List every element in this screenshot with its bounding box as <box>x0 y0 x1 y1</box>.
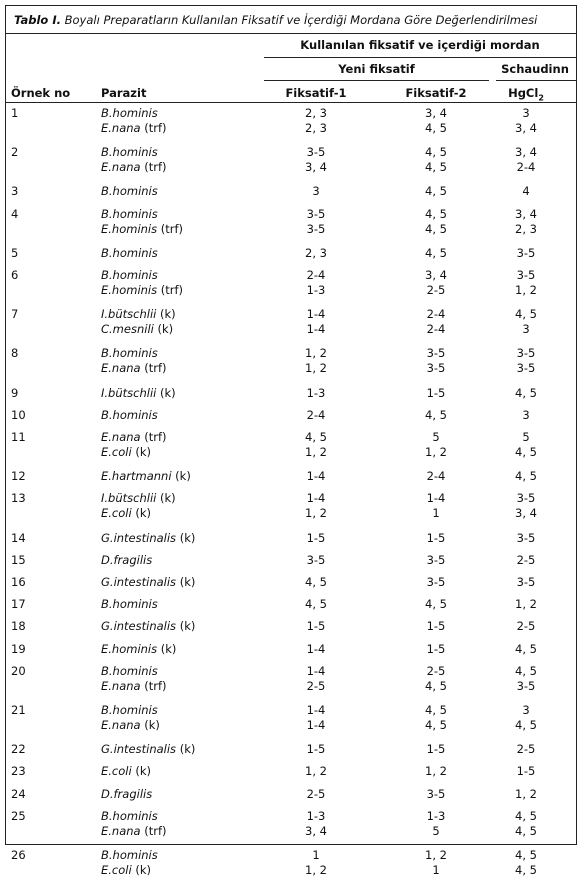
hgcl2-score: 2, 3 <box>515 221 537 236</box>
parasite-species: E.hominis <box>101 221 158 236</box>
parasite-species: B.hominis <box>101 848 158 862</box>
sample-number: 2 <box>11 145 19 160</box>
parasite-stage: (k) <box>131 764 151 779</box>
fix1-score: 1, 2 <box>305 764 327 779</box>
parasite-name <box>101 531 195 546</box>
hgcl2-subscript: 2 <box>538 93 544 103</box>
parasite-species: D.fragilis <box>101 552 153 567</box>
fix1-score: 2-4 <box>306 407 326 422</box>
hgcl2-score: 3-5 <box>516 268 536 282</box>
hgcl2-score: 3 <box>522 106 530 120</box>
fix2-score: 2-4 <box>426 322 446 337</box>
fix1-score: 1, 2 <box>305 445 327 459</box>
hgcl2-score: 3 <box>522 322 530 337</box>
hgcl2-score: 3, 4 <box>515 506 537 521</box>
parasite-name <box>101 742 195 757</box>
fix1-score: 1-4 <box>306 307 326 322</box>
fix1-score: 1, 2 <box>305 506 327 521</box>
fix2-score: 4, 5 <box>425 184 447 199</box>
fix1-score: 4, 5 <box>305 575 327 589</box>
hgcl2-header <box>486 86 566 102</box>
sample-number: 11 <box>11 430 26 444</box>
sample-number: 3 <box>11 184 19 199</box>
parasite-name <box>101 361 167 376</box>
parasite-header: Parazit <box>101 86 147 100</box>
fix1-score: 1-3 <box>306 808 326 823</box>
hgcl2-score: 2-4 <box>516 160 536 175</box>
new-fixative-rule <box>264 80 489 81</box>
fix1-score: 3, 4 <box>305 160 327 175</box>
fix1-score: 3-5 <box>306 552 326 567</box>
hgcl2-score: 4, 5 <box>515 663 537 678</box>
fix2-score: 3, 4 <box>425 268 447 282</box>
parasite-name <box>101 160 167 175</box>
sample-number: 23 <box>11 764 26 779</box>
fix1-score: 1-3 <box>306 385 326 400</box>
parasite-stage: (k) <box>176 530 196 545</box>
sample-number: 22 <box>11 742 26 757</box>
parasite-stage: (k) <box>157 641 177 656</box>
hgcl2-score: 1-5 <box>516 764 536 779</box>
parasite-name <box>101 679 167 694</box>
parasite-species: B.hominis <box>101 245 158 260</box>
fix1-score: 3-5 <box>306 145 326 160</box>
parasite-name <box>101 386 176 401</box>
fix2-score: 1-5 <box>426 619 446 634</box>
parasite-name <box>101 809 158 824</box>
group-rule <box>264 57 576 58</box>
sample-number: 26 <box>11 848 26 862</box>
parasite-name <box>101 222 183 237</box>
parasite-name <box>101 246 158 261</box>
parasite-species: E.nana <box>101 361 141 376</box>
table-caption <box>14 13 537 27</box>
hgcl2-score: 3, 4 <box>515 145 537 160</box>
hgcl2-score: 5 <box>522 430 530 444</box>
parasite-species: D.fragilis <box>101 786 153 801</box>
sample-number: 13 <box>11 491 26 506</box>
parasite-species: B.hominis <box>101 268 158 282</box>
hgcl2-score: 2-5 <box>516 619 536 634</box>
parasite-species: E.nana <box>101 430 141 444</box>
parasite-name <box>101 106 158 121</box>
hgcl2-score: 3-5 <box>516 245 536 260</box>
sample-number: 7 <box>11 307 19 322</box>
parasite-stage: (trf) <box>140 160 167 175</box>
parasite-species: E.nana <box>101 678 141 693</box>
parasite-name <box>101 506 151 521</box>
sample-number: 1 <box>11 106 19 120</box>
parasite-name <box>101 346 158 361</box>
parasite-species: I.bütschlii <box>101 307 157 322</box>
fix2-score: 1-4 <box>426 491 446 506</box>
parasite-species: B.hominis <box>101 808 158 823</box>
parasite-species: E.hominis <box>101 641 158 656</box>
hgcl2-score: 1, 2 <box>515 283 537 297</box>
hgcl2-score: 4, 5 <box>515 445 537 459</box>
fix1-score: 4, 5 <box>305 430 327 444</box>
parasite-name <box>101 664 158 679</box>
parasite-name <box>101 703 158 718</box>
hgcl2-score: 3, 4 <box>515 206 537 221</box>
fix2-score: 2-5 <box>426 283 446 297</box>
fix2-score: 1, 2 <box>425 764 447 779</box>
fix2-score: 5 <box>432 430 440 444</box>
parasite-name <box>101 469 191 484</box>
fix1-score: 3-5 <box>306 206 326 221</box>
parasite-stage: (k) <box>156 307 176 322</box>
parasite-species: C.mesnili <box>101 322 154 337</box>
parasite-species: B.hominis <box>101 184 158 199</box>
fix2-score: 4, 5 <box>425 718 447 732</box>
fix2-score: 1, 2 <box>425 445 447 459</box>
parasite-name <box>101 491 176 506</box>
parasite-name <box>101 764 151 779</box>
parasite-name <box>101 642 176 657</box>
fix1-score: 2, 3 <box>305 121 327 135</box>
parasite-name <box>101 121 167 136</box>
sample-number: 9 <box>11 385 19 400</box>
fix1-score: 3, 4 <box>305 823 327 838</box>
sample-number: 19 <box>11 641 26 656</box>
fix2-score: 3-5 <box>426 552 446 567</box>
fix2-score: 2-4 <box>426 307 446 322</box>
hgcl2-score: 4, 5 <box>515 823 537 838</box>
parasite-name <box>101 145 158 160</box>
hgcl2-score: 3-5 <box>516 491 536 506</box>
fix2-score: 3-5 <box>426 575 446 589</box>
parasite-species: E.hominis <box>101 283 158 297</box>
parasite-name <box>101 430 167 445</box>
fix2-score: 4, 5 <box>425 703 447 717</box>
parasite-name <box>101 787 152 802</box>
parasite-stage: (k) <box>140 718 160 732</box>
parasite-species: E.coli <box>101 445 132 459</box>
fix2-header: Fiksatif-2 <box>405 86 467 100</box>
sample-number: 24 <box>11 786 26 801</box>
parasite-stage: (k) <box>131 863 151 877</box>
parasite-name <box>101 575 195 590</box>
parasite-name <box>101 268 158 283</box>
parasite-stage: (trf) <box>140 678 167 693</box>
hgcl2-text: HgCl <box>508 86 539 100</box>
hgcl2-score: 4, 5 <box>515 848 537 862</box>
hgcl2-score: 3-5 <box>516 361 536 376</box>
parasite-stage: (trf) <box>157 283 184 297</box>
parasite-species: I.bütschlii <box>101 491 157 506</box>
parasite-name <box>101 848 158 863</box>
hgcl2-score: 2-5 <box>516 552 536 567</box>
fix1-header: Fiksatif-1 <box>285 86 347 100</box>
fix1-score: 4, 5 <box>305 597 327 612</box>
sample-no-header: Örnek no <box>11 86 71 100</box>
parasite-species: E.coli <box>101 506 132 521</box>
fix1-score: 1-4 <box>306 491 326 506</box>
parasite-species: G.intestinalis <box>101 575 177 589</box>
parasite-species: E.coli <box>101 764 132 779</box>
fix2-score: 5 <box>432 823 440 838</box>
parasite-species: E.nana <box>101 121 141 135</box>
parasite-species: E.nana <box>101 718 141 732</box>
parasite-stage: (trf) <box>157 221 184 236</box>
fix1-score: 2-4 <box>306 268 326 282</box>
hgcl2-score: 3 <box>522 703 530 717</box>
parasite-species: B.hominis <box>101 407 158 422</box>
new-fixative-header: Yeni fiksatif <box>338 62 415 76</box>
parasite-species: B.hominis <box>101 663 158 678</box>
sample-number: 25 <box>11 808 26 823</box>
parasite-stage: (k) <box>176 619 196 634</box>
fix2-score: 1-5 <box>426 641 446 656</box>
fix2-score: 3, 4 <box>425 106 447 120</box>
hgcl2-score: 4, 5 <box>515 469 537 484</box>
hgcl2-score: 4, 5 <box>515 385 537 400</box>
fix2-score: 1 <box>432 506 440 521</box>
fix1-score: 2, 3 <box>305 245 327 260</box>
fix1-score: 1 <box>312 848 320 862</box>
fix2-score: 1-5 <box>426 385 446 400</box>
fix2-score: 1-5 <box>426 530 446 545</box>
fix2-score: 4, 5 <box>425 121 447 135</box>
parasite-name <box>101 597 158 612</box>
sample-number: 17 <box>11 597 26 612</box>
parasite-stage: (k) <box>171 469 191 484</box>
hgcl2-score: 3-5 <box>516 346 536 361</box>
fix1-score: 1, 2 <box>305 346 327 361</box>
fix1-score: 2-5 <box>306 678 326 693</box>
parasite-species: E.nana <box>101 823 141 838</box>
parasite-stage: (k) <box>153 322 174 337</box>
group-header: Kullanılan fiksatif ve içerdiği mordan <box>300 38 540 52</box>
fix2-score: 4, 5 <box>425 160 447 175</box>
parasite-species: E.coli <box>101 863 132 877</box>
hgcl2-score: 3-5 <box>516 678 536 693</box>
parasite-name <box>101 184 158 199</box>
fix2-score: 4, 5 <box>425 597 447 612</box>
hgcl2-score: 2-5 <box>516 742 536 757</box>
fix2-score: 4, 5 <box>425 678 447 693</box>
parasite-name <box>101 863 151 878</box>
hgcl2-score: 1, 2 <box>515 786 537 801</box>
parasite-species: G.intestinalis <box>101 742 177 757</box>
parasite-stage: (k) <box>156 385 176 400</box>
sample-number: 14 <box>11 530 26 545</box>
parasite-species: B.hominis <box>101 145 158 160</box>
fix2-score: 3-5 <box>426 361 446 376</box>
sample-number: 6 <box>11 268 19 282</box>
parasite-species: B.hominis <box>101 106 158 120</box>
schaudinn-rule <box>496 80 576 81</box>
fix2-score: 4, 5 <box>425 221 447 236</box>
fix2-score: 4, 5 <box>425 407 447 422</box>
sample-number: 8 <box>11 346 19 361</box>
fix1-score: 1-4 <box>306 322 326 337</box>
fix1-score: 1-5 <box>306 530 326 545</box>
fix1-score: 1, 2 <box>305 863 327 877</box>
fix1-score: 3 <box>312 184 320 199</box>
fix1-score: 1, 2 <box>305 361 327 376</box>
fix2-score: 4, 5 <box>425 245 447 260</box>
parasite-name <box>101 718 160 733</box>
sample-number: 12 <box>11 469 26 484</box>
parasite-stage: (trf) <box>140 121 167 135</box>
parasite-stage: (trf) <box>140 430 167 444</box>
hgcl2-score: 4, 5 <box>515 863 537 877</box>
sample-number: 18 <box>11 619 26 634</box>
top-rule <box>6 33 576 34</box>
parasite-species: I.bütschlii <box>101 385 157 400</box>
caption-label: Tablo I. <box>14 13 61 27</box>
fix2-score: 1, 2 <box>425 848 447 862</box>
fix1-score: 1-4 <box>306 641 326 656</box>
parasite-name <box>101 553 152 568</box>
parasite-name <box>101 445 151 460</box>
fix2-score: 2-4 <box>426 469 446 484</box>
parasite-stage: (k) <box>176 742 196 757</box>
fix1-score: 3-5 <box>306 221 326 236</box>
fix1-score: 1-4 <box>306 703 326 717</box>
hgcl2-score: 4, 5 <box>515 718 537 732</box>
fix1-score: 1-4 <box>306 663 326 678</box>
fix2-score: 4, 5 <box>425 145 447 160</box>
fix1-score: 1-5 <box>306 619 326 634</box>
hgcl2-score: 4 <box>522 184 530 199</box>
parasite-name <box>101 283 183 298</box>
fix1-score: 1-4 <box>306 718 326 732</box>
fix1-score: 2-5 <box>306 786 326 801</box>
parasite-stage: (trf) <box>140 823 167 838</box>
sample-number: 21 <box>11 703 26 717</box>
parasite-stage: (k) <box>156 491 176 506</box>
parasite-stage: (trf) <box>140 361 167 376</box>
fix2-score: 4, 5 <box>425 206 447 221</box>
hgcl2-score: 3-5 <box>516 575 536 589</box>
fix2-score: 3-5 <box>426 346 446 361</box>
parasite-species: G.intestinalis <box>101 530 177 545</box>
hgcl2-score: 4, 5 <box>515 307 537 322</box>
parasite-species: E.nana <box>101 160 141 175</box>
fix2-score: 1-3 <box>426 808 446 823</box>
parasite-species: B.hominis <box>101 597 158 612</box>
schaudinn-header: Schaudinn <box>501 62 569 76</box>
table-page <box>5 5 577 877</box>
fix2-score: 1 <box>432 863 440 877</box>
hgcl2-score: 3, 4 <box>515 121 537 135</box>
fix1-score: 1-5 <box>306 742 326 757</box>
parasite-species: B.hominis <box>101 346 158 361</box>
parasite-stage: (k) <box>131 506 151 521</box>
parasite-stage: (k) <box>131 445 151 459</box>
sample-number: 5 <box>11 245 19 260</box>
hgcl2-score: 3-5 <box>516 530 536 545</box>
sample-number: 15 <box>11 552 26 567</box>
parasite-species: B.hominis <box>101 206 158 221</box>
hgcl2-score: 4, 5 <box>515 808 537 823</box>
fix2-score: 1-5 <box>426 742 446 757</box>
parasite-name <box>101 322 173 337</box>
hgcl2-score: 1, 2 <box>515 597 537 612</box>
hgcl2-score: 3 <box>522 407 530 422</box>
caption-text: Boyalı Preparatların Kullanılan Fiksatif ve İçerdiği Mordana Göre Değerlendirilmesi <box>60 13 538 27</box>
sample-number: 4 <box>11 206 19 221</box>
parasite-species: E.hartmanni <box>101 469 172 484</box>
parasite-species: G.intestinalis <box>101 619 177 634</box>
parasite-name <box>101 619 195 634</box>
fix1-score: 1-4 <box>306 469 326 484</box>
fix1-score: 2, 3 <box>305 106 327 120</box>
parasite-name <box>101 307 176 322</box>
fix2-score: 3-5 <box>426 786 446 801</box>
hgcl2-score: 4, 5 <box>515 641 537 656</box>
fix1-score: 1-3 <box>306 283 326 297</box>
parasite-stage: (k) <box>176 575 196 589</box>
sample-number: 10 <box>11 407 26 422</box>
sample-number: 20 <box>11 663 26 678</box>
sample-number: 16 <box>11 575 26 589</box>
fix2-score: 2-5 <box>426 663 446 678</box>
parasite-name <box>101 207 158 222</box>
header-bottom-rule <box>6 102 576 103</box>
parasite-name <box>101 408 158 423</box>
parasite-name <box>101 824 167 839</box>
parasite-species: B.hominis <box>101 703 158 717</box>
